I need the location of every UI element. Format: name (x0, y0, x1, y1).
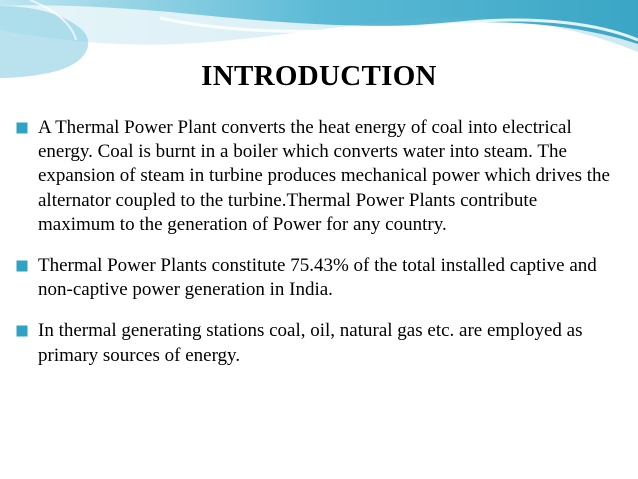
filled-square-bullet-icon (16, 260, 28, 272)
bullet-item (16, 116, 616, 237)
slide-title: INTRODUCTION (201, 60, 437, 92)
bullet-item (16, 319, 616, 367)
bullet-text: Thermal Power Plants constitute 75.43% of the total installed captive and non-captive power generation in India. (38, 255, 597, 301)
bullet-list (16, 116, 616, 385)
filled-square-bullet-icon (16, 325, 28, 337)
filled-square-bullet-icon (16, 122, 28, 134)
bullet-text: A Thermal Power Plant converts the heat energy of coal into electrical energy. Coal is burnt in a boiler which converts water into steam. The expansion of steam in turbine produces mechanical power which drives the alternator coupled to the turbine.Thermal Power Plants contribute maximum to the generation of Power for any country. (38, 117, 610, 235)
bullet-text: In thermal generating stations coal, oil, natural gas etc. are employed as primary sources of energy. (38, 320, 583, 366)
bullet-item (16, 254, 616, 302)
